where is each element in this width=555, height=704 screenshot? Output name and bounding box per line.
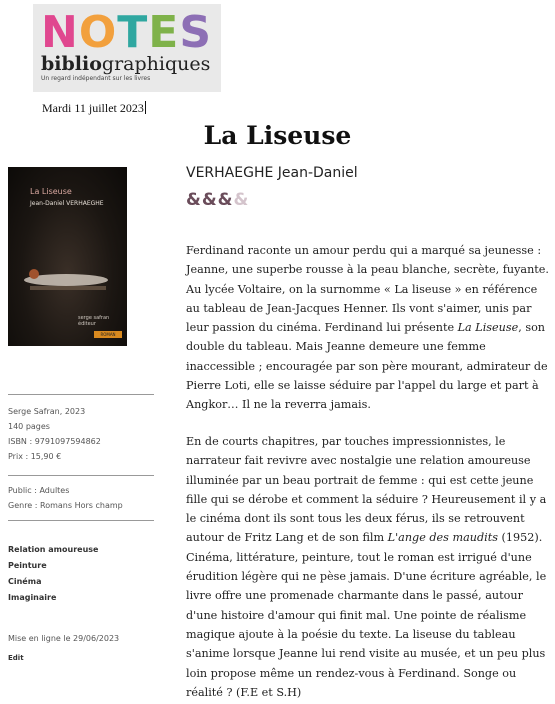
review-italic-title: La Liseuse bbox=[457, 321, 519, 335]
review-text: (1952). Cinéma, littérature, peinture, tout le roman est irrigué d'une érudition légère qui ne pèse jamais. D'une écriture agréable, le livre offre une promenade charmante dans le passé, autour d'une histoire d'amour qui finit mal. Une pointe de réalisme magique ajoute à la poésie du texte. La liseuse du tableau s'anime lorsque Jeanne lui rend visite au musée, et un peu plus loin propose même un rendez-vous à Ferdinand. Songe ou réalité ? (F.E et S.H) bbox=[186, 531, 547, 699]
theme-tag[interactable]: Imaginaire bbox=[8, 593, 57, 602]
logo-notes-word bbox=[41, 7, 213, 58]
cover-publisher: serge safran éditeur bbox=[78, 315, 110, 327]
reclining-figure-illustration bbox=[20, 262, 112, 292]
cover-badge: ROMAN bbox=[94, 331, 122, 338]
public-audience: Public : Adultes bbox=[8, 486, 70, 495]
text-cursor bbox=[145, 101, 146, 114]
audience-genre bbox=[8, 483, 123, 513]
review-text: En de courts chapitres, par touches impressionnistes, le narrateur fait revivre avec nostalgie une relation amoureuse illuminée par un beau portrait de femme : qui est cette jeune fille qui se dérobe et comment la séduire ? Heureusement il y a le cinéma dont ils sont tous les deux férus, ils se retrouvent autour de Fritz Lang et de son film bbox=[186, 435, 547, 545]
rating-mark-empty: & bbox=[233, 190, 250, 210]
review-text: , son double du tableau. Mais Jeanne demeure une femme inaccessible ; encouragée par son père mourant, admirateur de Pierre Loti, elle se laisse séduire par l'appel du large et part à Angkor… Il ne la reverra jamais. bbox=[186, 321, 548, 412]
rating-mark-filled: & bbox=[186, 190, 202, 210]
theme-tag[interactable]: Relation amoureuse bbox=[8, 545, 99, 554]
cover-title: La Liseuse bbox=[30, 187, 72, 196]
divider bbox=[8, 394, 154, 395]
cover-author: Jean-Daniel VERHAEGHE bbox=[30, 200, 104, 207]
logo-letter: N bbox=[41, 7, 79, 58]
review-italic-title: L'ange des maudits bbox=[387, 531, 498, 545]
logo-tagline: Un regard indépendant sur les livres bbox=[41, 75, 151, 82]
book-details bbox=[8, 404, 101, 464]
review-paragraph-1 bbox=[186, 241, 551, 415]
theme-tag[interactable]: Cinéma bbox=[8, 577, 42, 586]
publisher-year: Serge Safran, 2023 bbox=[8, 407, 86, 416]
isbn: ISBN : 9791097594862 bbox=[8, 437, 101, 446]
logo-bibliographiques bbox=[41, 54, 210, 74]
rating bbox=[186, 190, 249, 210]
theme-tags bbox=[8, 542, 98, 606]
logo-letter: S bbox=[179, 7, 213, 58]
price: Prix : 15,90 € bbox=[8, 452, 62, 461]
divider bbox=[8, 520, 154, 521]
date-text: Mardi 11 juillet 2023 bbox=[42, 101, 144, 115]
divider bbox=[8, 475, 154, 476]
book-cover bbox=[8, 167, 127, 346]
page-title: La Liseuse bbox=[203, 121, 352, 150]
rating-mark-filled: & bbox=[217, 190, 234, 210]
edit-link[interactable]: Edit bbox=[8, 654, 24, 662]
logo-letter: T bbox=[117, 7, 149, 58]
site-logo[interactable] bbox=[33, 4, 221, 92]
publication-date bbox=[42, 101, 146, 116]
page-count: 140 pages bbox=[8, 422, 50, 431]
book-author: VERHAEGHE Jean-Daniel bbox=[186, 165, 358, 181]
review-paragraph-2 bbox=[186, 432, 551, 702]
genre: Genre : Romans Hors champ bbox=[8, 501, 123, 510]
theme-tag[interactable]: Peinture bbox=[8, 561, 47, 570]
logo-word-rest: graphiques bbox=[101, 53, 211, 75]
logo-letter: O bbox=[78, 7, 118, 58]
logo-word-bold: biblio bbox=[41, 53, 102, 75]
logo-letter: E bbox=[148, 7, 180, 58]
review-text: Ferdinand raconte un amour perdu qui a marqué sa jeunesse : Jeanne, une superbe rousse à la peau blanche, secrète, fuyante. Au lycée Voltaire, on la surnomme « La liseuse » en référence au tableau de Jean-Jacques Henner. Ils vont s'aimer, unis par leur passion du cinéma. Ferdinand lui présente bbox=[186, 244, 549, 335]
posted-date: Mise en ligne le 29/06/2023 bbox=[8, 634, 120, 643]
rating-mark-filled: & bbox=[201, 190, 218, 210]
